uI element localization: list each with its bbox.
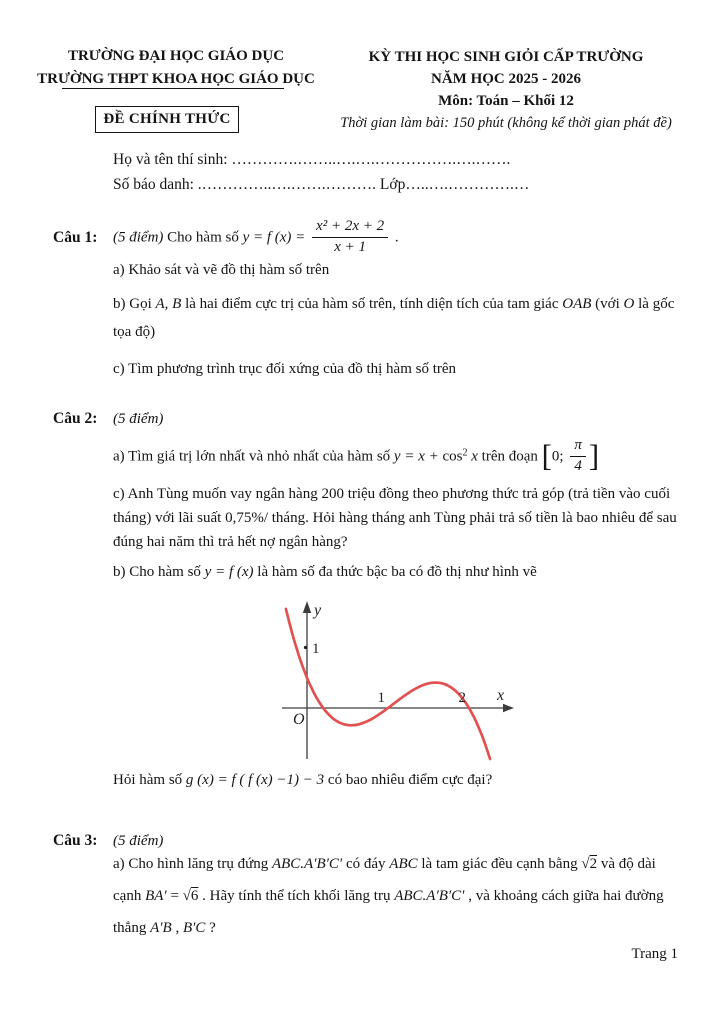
fraction: $\frac{\text{x² + 2x + 2}}{x + 1}$ — [312, 218, 388, 256]
question-1-header — [53, 214, 399, 262]
square-root: √2 — [581, 856, 598, 872]
question-1-intro: (5 điểm) Cho hàm số y = f (x) = $\frac{\text{x² + 2x + 2}}{x + 1}$ . — [113, 217, 399, 255]
exam-header — [322, 46, 690, 134]
official-exam-stamp: ĐỀ CHÍNH THỨC — [95, 106, 239, 133]
school-header-underline — [62, 88, 284, 89]
question-2-label: Câu 2: — [53, 410, 98, 427]
square-root: √6 — [182, 888, 199, 904]
question-2-header — [53, 410, 169, 428]
fraction: $\frac{\pi}{4}$ — [570, 437, 586, 475]
student-info — [113, 148, 529, 197]
svg-text:y: y — [314, 602, 322, 619]
question-1-part-b-line1: b) Gọi A, B là hai điểm cực trị của hàm số trên, tính diện tích của tam giác OAB (với O là gốc — [113, 296, 675, 312]
question-2-part-c-line1: c) Anh Tùng muốn vay ngân hàng 200 triệu đồng theo phương thức trả góp (trả tiền vào cuối — [113, 486, 671, 502]
question-2-part-a-text: a) Tìm giá trị lớn nhất và nhỏ nhất của hàm số $y = x + \cos^2 x$ trên đoạn [0; $\frac{\pi}{4}$ ] — [113, 436, 600, 474]
question-3-part-a-line2: cạnh BA′ = √6 . Hãy tính thể tích khối lăng trụ ABC.A′B′C′ , và khoảng cách giữa hai đường — [113, 888, 664, 904]
question-2-part-a — [113, 434, 599, 480]
question-1-part-b-line2: tọa độ) — [113, 324, 156, 340]
question-3-label: Câu 3: — [53, 832, 98, 849]
question-3-part-a-line3: thẳng A′B , B′C ? — [113, 920, 216, 936]
school-name-university: TRƯỜNG ĐẠI HỌC GIÁO DỤC — [67, 48, 285, 64]
svg-text:2: 2 — [458, 690, 466, 706]
exam-title: KỲ THI HỌC SINH GIỎI CẤP TRƯỜNG — [368, 49, 644, 65]
question-2-part-c-line3: đúng hai năm thì trả hết nợ ngân hàng? — [113, 534, 348, 550]
svg-text:1: 1 — [377, 690, 385, 706]
svg-text:x: x — [497, 687, 505, 704]
question-2-points: (5 điểm) — [113, 410, 164, 427]
question-1-label: Câu 1: — [53, 229, 98, 246]
question-3-part-a-line1: a) Cho hình lăng trụ đứng ABC.A′B′C′ có đáy ABC là tam giác đều cạnh bằng √2 và độ dài — [113, 856, 656, 872]
school-header — [28, 45, 324, 91]
exam-duration: Thời gian làm bài: 150 phút (không kể thời gian phát đề) — [340, 115, 672, 131]
question-2-followup: Hỏi hàm số g (x) = f ( f (x) −1) − 3 có bao nhiêu điểm cực đại? — [113, 772, 493, 788]
svg-text:O: O — [293, 711, 305, 728]
school-name-highschool: TRƯỜNG THPT KHOA HỌC GIÁO DỤC — [37, 71, 315, 87]
svg-text:1: 1 — [312, 641, 320, 657]
question-1-part-a: a) Khảo sát và vẽ đồ thị hàm số trên — [113, 262, 330, 278]
question-3-header — [53, 832, 169, 850]
page-number: Trang 1 — [631, 946, 678, 962]
question-2-part-b: b) Cho hàm số y = f (x) là hàm số đa thức bậc ba có đồ thị như hình vẽ — [113, 564, 537, 580]
exam-year: NĂM HỌC 2025 - 2026 — [431, 71, 581, 87]
question-3-points: (5 điểm) — [113, 832, 164, 849]
right-bracket: ] — [588, 438, 600, 473]
exam-subject: Môn: Toán – Khối 12 — [438, 93, 574, 109]
question-1-part-c: c) Tìm phương trình trục đối xứng của đồ thị hàm số trên — [113, 361, 457, 377]
student-name-line: Họ và tên thí sinh: ………….……..….….…………….….……. — [113, 151, 511, 168]
cubic-graph — [276, 596, 518, 766]
left-bracket: [ — [541, 438, 552, 473]
question-2-part-c-line2: tháng) với lãi suất 0,75%/ tháng. Hỏi hàng tháng anh Tùng phải trả số tiền là bao nhiêu để sau — [113, 510, 677, 526]
student-id-line: Số báo danh: .…………..….…….………. Lớp…..….………….… — [113, 175, 530, 193]
